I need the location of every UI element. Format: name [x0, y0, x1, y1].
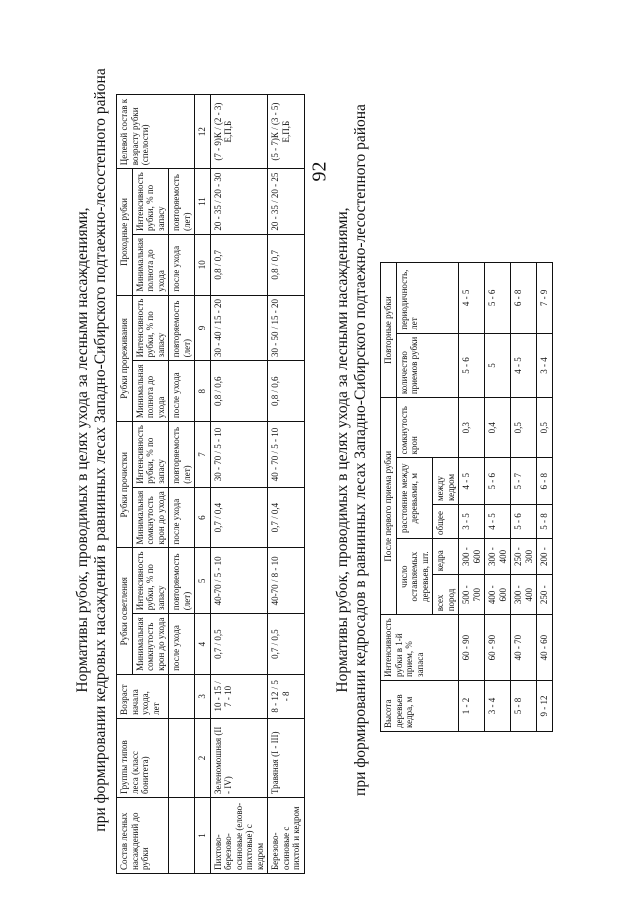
column-number: 1 [195, 798, 211, 874]
table-row: 5 - 8 40 - 70 300 - 400 250 - 300 5 - 6 5 - 7 0,5 4 - 5 6 - 8 [511, 263, 537, 732]
subheader-povtoryaemost: повторяемость (лет) [169, 295, 195, 361]
subheader-intensivnost: Интенсивность рубки, % по запасу [132, 548, 169, 614]
table2-title [334, 20, 370, 880]
header-osvetlenie: Рубки осветления [117, 548, 133, 674]
header-intensivnost: Интенсивность рубки в 1-й прием, % запаса [381, 615, 459, 681]
header-vysota: Высота деревьев кедра, м [381, 681, 459, 732]
subheader-chislo: число оставляемых деревьев, шт. [396, 539, 433, 615]
subheader-posle: после ухода [169, 487, 195, 548]
subheader-vsekh-porod: всех пород [433, 575, 459, 615]
subheader-periodichnost: периодичность, лет [396, 263, 459, 334]
table1-title [74, 20, 110, 880]
table1-title-line2: при формировании кедровых насаждений в равнинных лесах Западно-Сибирского подтаежно-лесостепного района [92, 68, 109, 832]
subheader-min-somknutost: Минимальная сомкнутость крон до ухода [132, 487, 169, 548]
table-row: 1 - 2 60 - 90 500 - 700 300 - 600 3 - 5 4 - 5 0,3 5 - 6 4 - 5 [459, 263, 485, 732]
subheader-kedra: кедра [433, 539, 459, 575]
table-row: 3 - 4 60 - 90 400 - 600 300 - 400 4 - 5 5 - 6 0,4 5 5 - 6 [485, 263, 511, 732]
column-number: 11 [195, 169, 211, 235]
header-prorezhivaniya: Рубки прореживания [117, 295, 133, 421]
header-gruppa: Группы типов леса (класс бонитета) [117, 718, 169, 797]
column-number: 9 [195, 295, 211, 361]
subheader-posle: после ухода [169, 361, 195, 422]
column-number: 4 [195, 614, 211, 675]
table1-title-line1: Нормативы рубок, проводимых в целях ухода за лесными насаждениями, [74, 207, 91, 693]
column-number: 5 [195, 548, 211, 614]
subheader-posle: после ухода [169, 614, 195, 675]
table2 [380, 262, 553, 732]
subheader-posle: после ухода [169, 234, 195, 295]
subheader-obshchee: общее [433, 505, 459, 539]
table1 [116, 94, 305, 874]
header-vozrast: Возраст начала ухода, лет [117, 674, 169, 718]
column-number: 7 [195, 422, 211, 488]
subheader-min-polnota: Минимальная полнота до ухода [132, 361, 169, 422]
header-prochistki: Рубки прочистки [117, 422, 133, 548]
header-povtornye: Повторные рубки [381, 263, 397, 398]
subheader-mezhdu-kedrom: между кедром [433, 458, 459, 505]
header-prokhodnye: Проходные рубки [117, 169, 133, 295]
table-row: Пихтово-березово-осиновые (елово-пихтовые) с кедром Зеленомошная (II - IV) 10 - 15 / 7 - 10 0,7 / 0,5 40-70 / 5 - 10 0,7 / 0,4 30 - 70 / 5 - 10 0,8 / 0,6 30 - 40 / 15 - 20 0,8 / 0,7 20 - 35 / 20 - 30 (7 - 9)К / (2 - 3) Е,П,Б [210, 95, 268, 874]
column-number: 3 [195, 674, 211, 718]
header-posle-pervogo: После первого приема рубки [381, 398, 397, 615]
subheader-intensivnost: Интенсивность рубки, % по запасу [132, 422, 169, 488]
rotated-page-content [72, 20, 632, 880]
subheader-somknutost: сомкнутость крон [396, 398, 459, 458]
header-tselevoi: Целевой состав к возрасту рубки (спелости) [117, 95, 195, 169]
column-number: 2 [195, 718, 211, 797]
subheader-min-polnota: Минимальная полнота до ухода [132, 234, 169, 295]
subheader-min-somknutost: Минимальная сомкнутость крон до ухода [132, 614, 169, 675]
subheader-kolichestvo: количество приемов рубки [396, 333, 459, 397]
subheader-rasstoyanie: расстояние между деревьями, м [396, 458, 433, 539]
column-number: 8 [195, 361, 211, 422]
subheader-povtoryaemost: повторяемость (лет) [169, 169, 195, 235]
subheader-povtoryaemost: повторяемость (лет) [169, 548, 195, 614]
column-numbers-row [195, 95, 211, 874]
column-number: 6 [195, 487, 211, 548]
subheader-intensivnost: Интенсивность рубки, % по запасу [132, 295, 169, 361]
table2-title-line2: при формировании кедросадов в равнинных лесах Западно-Сибирского подтаежно-лесостепного района [352, 104, 369, 796]
column-number: 12 [195, 95, 211, 169]
table-row: 9 - 12 40 - 60 250 - 200 - 5 - 8 6 - 8 0,5 3 - 4 7 - 9 [537, 263, 553, 732]
subheader-intensivnost: Интенсивность рубки, % по запасу [132, 169, 169, 235]
column-number: 10 [195, 234, 211, 295]
table2-title-line1: Нормативы рубок, проводимых в целях ухода за лесными насаждениями, [334, 207, 351, 693]
subheader-povtoryaemost: повторяемость (лет) [169, 422, 195, 488]
header-sostav: Состав лесных насаждений до рубки [117, 798, 169, 874]
page-number: 92 [308, 161, 331, 182]
table-row: Березово-осиновые с пихтой и кедром Травяная (I - III) 8 - 12 / 5 - 8 0,7 / 0,5 40-70 / 8 - 10 0,7 / 0,4 40 - 70 / 5 - 10 0,8 / 0,6 30 - 50 / 15 - 20 0,8 / 0,7 20 - 35 / 20 - 25 (5 - 7)К / (3 - 5) Е,П,Б [268, 95, 305, 874]
